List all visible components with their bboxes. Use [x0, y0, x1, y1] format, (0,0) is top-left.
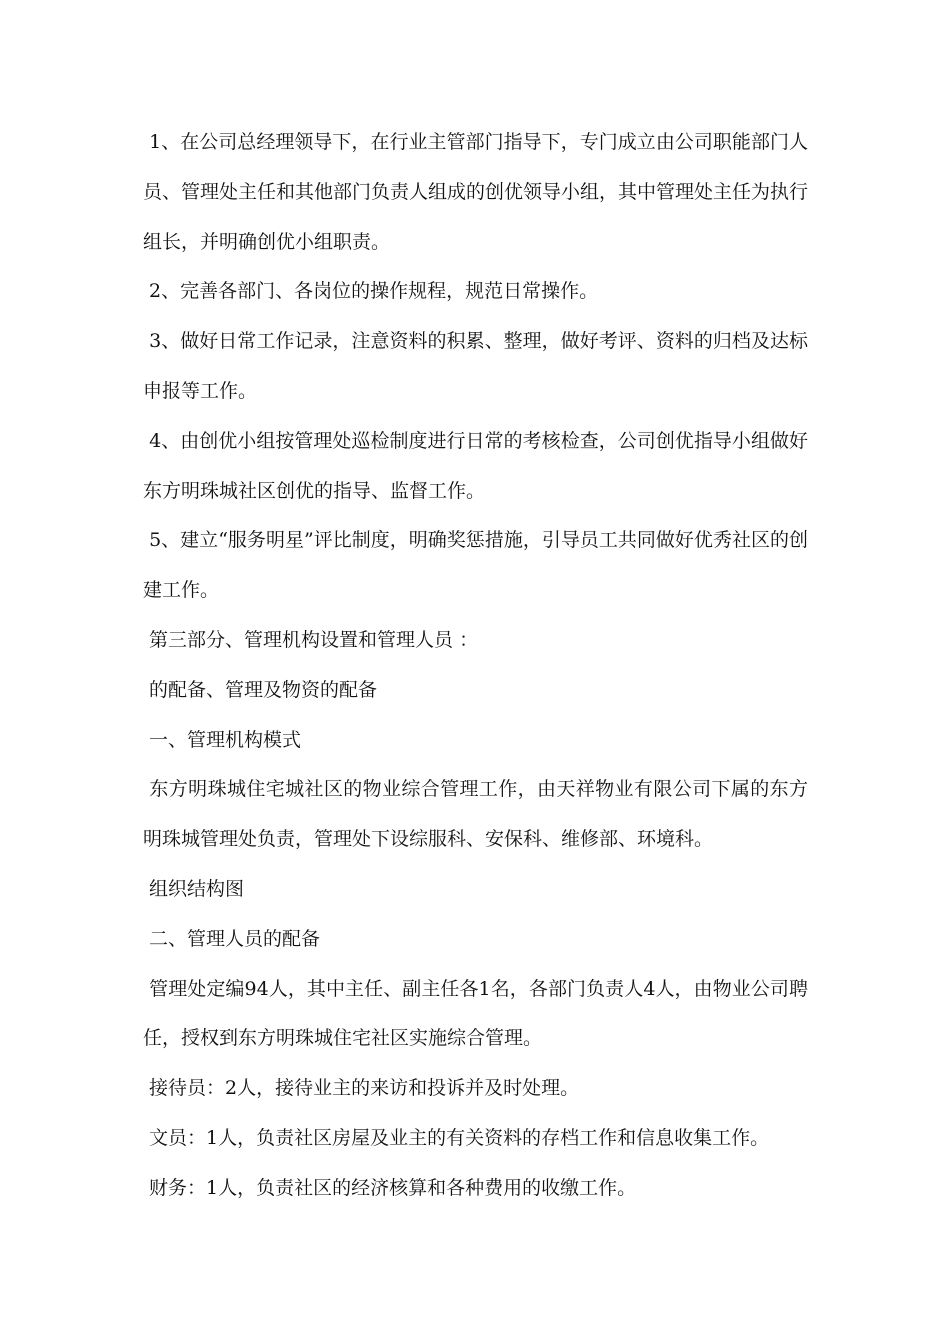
- section-heading-part-three: 第三部分、管理机构设置和管理人员 ：: [143, 628, 479, 651]
- paragraph-staff-quota: 管理处定编94人，其中主任、副主任各1名，各部门负责人4人，由物业公司聘任，授权到东方明珠城住宅社区实施综合管理。: [143, 977, 809, 1050]
- paragraph-receptionist: 接待员：2人，接待业主的来访和投诉并及时处理。: [143, 1077, 580, 1100]
- paragraph-finance: 财务：1人，负责社区的经济核算和各种费用的收缴工作。: [143, 1176, 637, 1199]
- paragraph-item-4: 4、由创优小组按管理处巡检制度进行日常的考核检查，公司创优指导小组做好东方明珠城社区创优的指导、监督工作。: [143, 429, 809, 502]
- paragraph-item-5: 5、建立“服务明星”评比制度，明确奖惩措施，引导员工共同做好优秀社区的创建工作。: [143, 529, 808, 602]
- paragraph-item-1: 1、在公司总经理领导下，在行业主管部门指导下，专门成立由公司职能部门人员、管理处主任和其他部门负责人组成的创优领导小组，其中管理处主任为执行组长，并明确创优小组职责。: [143, 131, 809, 253]
- paragraph-item-3: 3、做好日常工作记录，注意资料的积累、整理，做好考评、资料的归档及达标申报等工作。: [143, 330, 809, 402]
- document-body: [143, 118, 808, 1214]
- paragraph-management-model: 东方明珠城住宅城社区的物业综合管理工作，由天祥物业有限公司下属的东方明珠城管理处负责，管理处下设综服科、安保科、维修部、环境科。: [143, 778, 808, 851]
- paragraph-item-2: 2、完善各部门、各岗位的操作规程，规范日常操作。: [143, 280, 599, 303]
- paragraph-clerk: 文员：1人，负责社区房屋及业主的有关资料的存档工作和信息收集工作。: [143, 1126, 770, 1149]
- subheading-management-model: 一、管理机构模式: [143, 728, 302, 751]
- section-heading-continuation: 的配备、管理及物资的配备: [143, 678, 378, 701]
- subheading-staff-allocation: 二、管理人员的配备: [143, 927, 321, 950]
- org-chart-caption: 组织结构图: [143, 877, 245, 900]
